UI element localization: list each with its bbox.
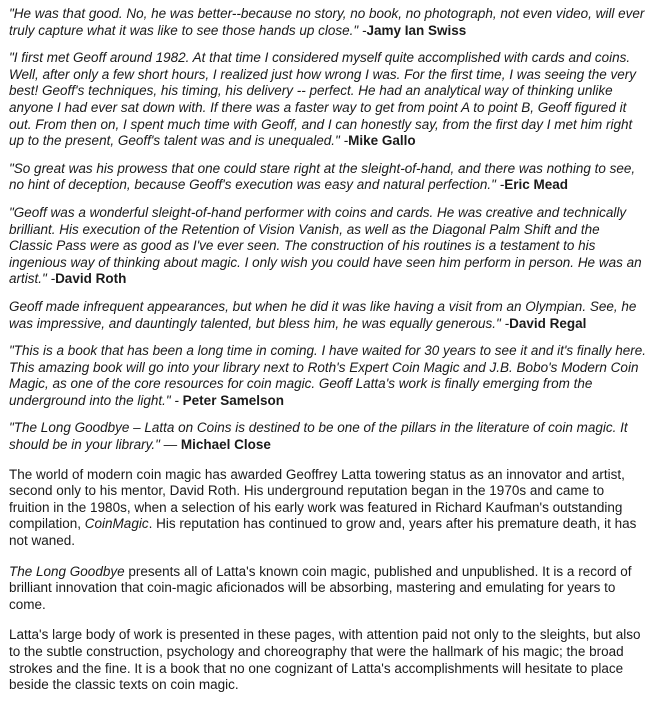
- quote-author: Mike Gallo: [348, 133, 416, 149]
- quote-text: "So great was his prowess that one could stare right at the sleight-of-hand, and there was nothing to see, no hint of deception, because Geoff's execution was easy and natural perfection.": [9, 160, 636, 193]
- quote-author: Peter Samelson: [182, 392, 284, 408]
- quote-text: "He was that good. No, he was better--because no story, no book, no photograph, not even video, will ever truly capture what it was like to see those hands up close.": [9, 6, 645, 38]
- testimonial-quote: [9, 161, 646, 194]
- quote-separator: -: [339, 133, 349, 149]
- quote-separator: -: [495, 177, 505, 193]
- quote-separator: -: [170, 392, 183, 408]
- quote-author: Jamy Ian Swiss: [366, 22, 467, 38]
- testimonial-quote: [9, 6, 646, 39]
- quote-author: Eric Mead: [504, 177, 568, 193]
- description-paragraph: [9, 467, 646, 550]
- testimonial-quote: [9, 420, 646, 453]
- quote-separator: -: [46, 271, 56, 287]
- quote-author: David Roth: [55, 271, 127, 287]
- paragraph-text: Latta's large body of work is presented in these pages, with attention paid not only to the sleights, but also to the subtle construction, psychology and choreography that were the hallmark of his magic; the broad strokes and the fine. It is a book that no one cognizant of Latta's accomplishments will hesitate to place beside the classic texts on coin magic.: [9, 627, 641, 693]
- testimonial-quote: [9, 299, 646, 332]
- quote-author: Michael Close: [180, 437, 271, 453]
- quote-text: "This is a book that has been a long time in coming. I have waited for 30 years to see it and it's finally here. This amazing book will go into your library next to Roth's Expert Coin Magic and J.B. Bobo's Modern Coin Magic, as one of the core resources for coin magic. Geoff Latta's work is finally emerging from the underground into the light.": [9, 343, 646, 408]
- paragraph-text: The world of modern coin magic has awarded Geoffrey Latta towering status as an innovator and artist, second only to his mentor, David Roth. His underground reputation began in the 1970s and came to fruition in the 1980s, when a selection of his early work was featured in Richard Kaufman's outstanding compilation,: [9, 466, 625, 532]
- quote-separator: -: [500, 315, 510, 331]
- quote-text: Geoff made infrequent appearances, but when he did it was like having a visit from an Olympian. See, he was impressive, and dauntingly talented, but bless him, he was equally generous.": [9, 298, 637, 331]
- testimonial-quote: [9, 205, 646, 288]
- quote-text: "I first met Geoff around 1982. At that time I considered myself quite accomplished with cards and coins. Well, after only a few short hours, I realized just how wrong I was. For the first time, I was seeing the very best! Geoff's techniques, his timing, his delivery -- perfect. He had an analytical way of thinking unlike anyone I had ever sat down with. If there was a faster way to get from point A to point B, Geoff figured it out. From then on, I spent much time with Geoff, and I can honestly say, from the first day I met him right up to the present, Geoff's talent was and is unequaled.": [9, 50, 637, 149]
- quote-separator: —: [159, 437, 181, 453]
- description-paragraph: [9, 627, 646, 693]
- paragraph-text: . His reputation has continued to grow and, years after his premature death, it has not waned.: [9, 516, 637, 549]
- book-title: CoinMagic: [84, 516, 149, 532]
- book-title: The Long Goodbye: [9, 563, 125, 579]
- testimonial-quote: [9, 50, 646, 150]
- quote-text: "Geoff was a wonderful sleight-of-hand performer with coins and cards. He was creative and technically brilliant. His execution of the Retention of Vision Vanish, as well as the Diagonal Palm Shift and the Classic Pass were as good as I've ever seen. The construction of his routines is a testament to his ingenious way of thinking about magic. I only wish you could have seen him perform in person. He was an artist.": [9, 204, 642, 287]
- testimonial-quote: [9, 343, 646, 409]
- quote-separator: -: [358, 22, 367, 38]
- paragraph-text: presents all of Latta's known coin magic, published and unpublished. It is a record of brilliant innovation that coin-magic aficionados will be absorbing, mastering and emulating for years to come.: [9, 563, 632, 612]
- description-paragraph: [9, 564, 646, 614]
- quote-author: David Regal: [509, 315, 587, 331]
- quote-text: "The Long Goodbye – Latta on Coins is destined to be one of the pillars in the literature of coin magic. It should be in your library.": [9, 420, 628, 453]
